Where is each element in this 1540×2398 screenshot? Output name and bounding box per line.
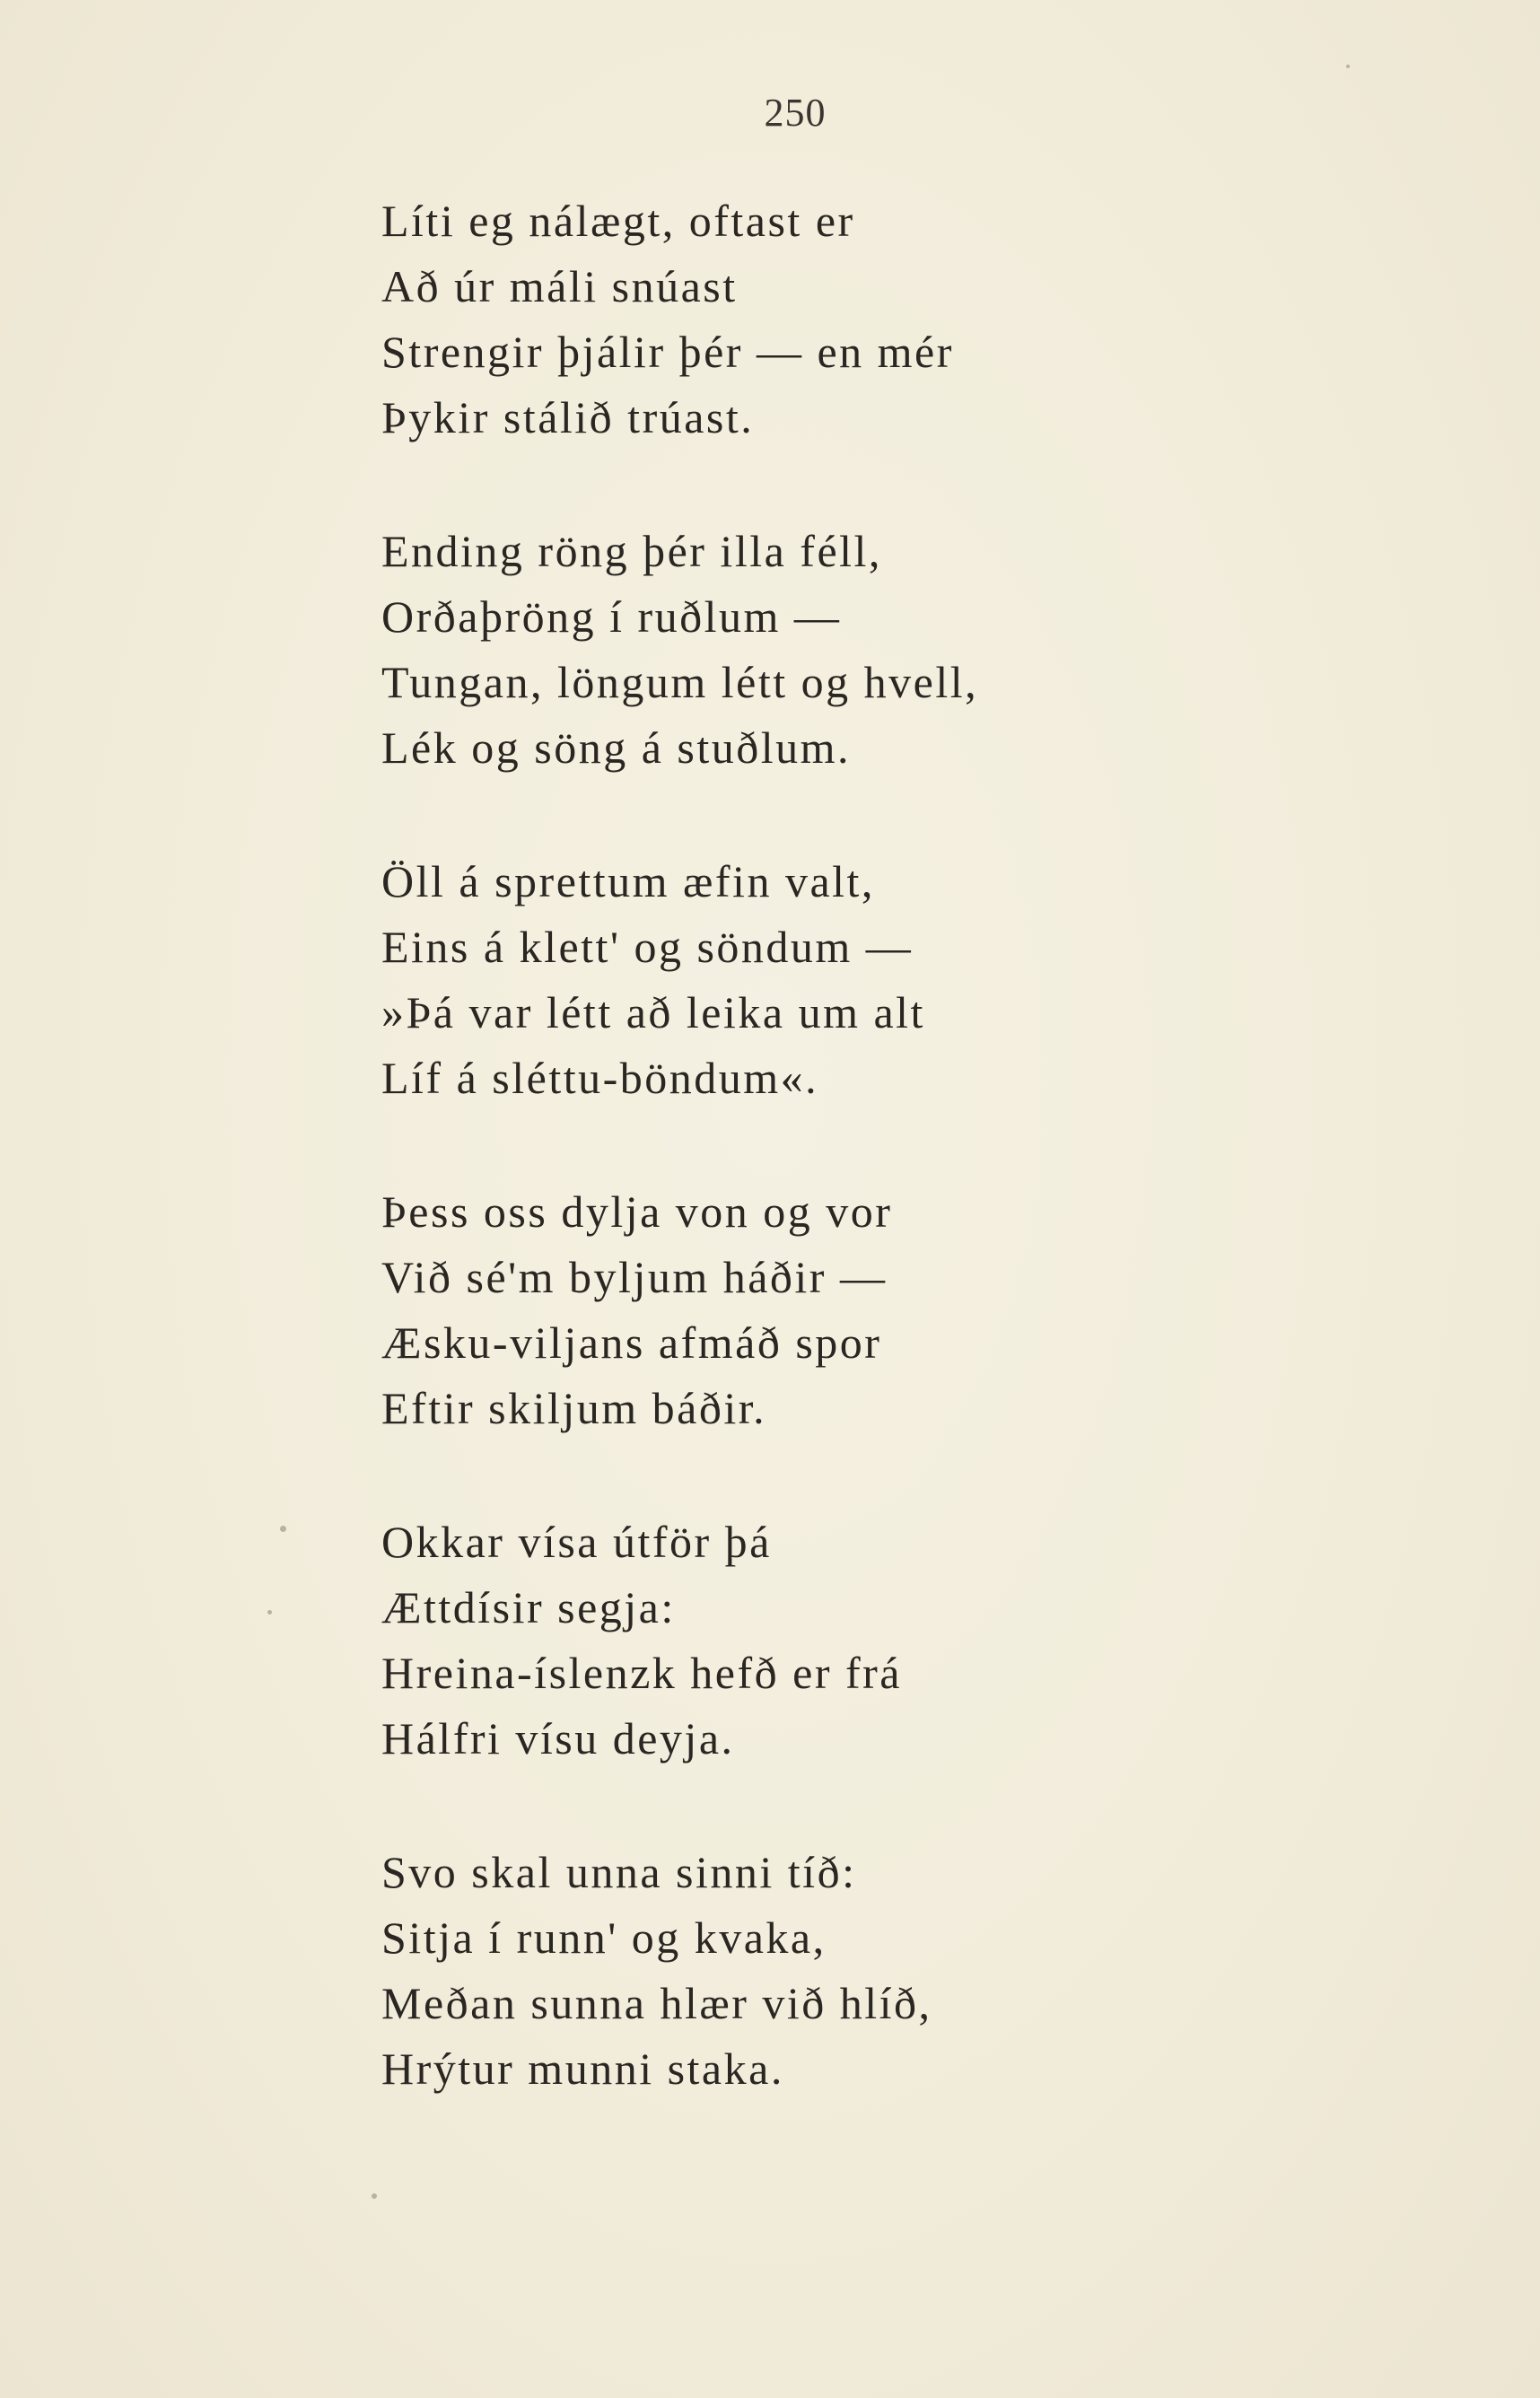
stanza-5 <box>381 1510 1279 1840</box>
poem-line: Öll á sprettum æfin valt, <box>381 856 875 906</box>
poem-line: Svo skal unna sinni tíð: <box>381 1847 857 1897</box>
poem-line: Þykir stálið trúast. <box>381 392 755 442</box>
page-number: 250 <box>764 91 827 135</box>
paper-speck <box>280 1526 286 1532</box>
poem-line: Eftir skiljum báðir. <box>381 1383 767 1433</box>
paper-speck <box>372 2193 377 2199</box>
poem-line: Ending röng þér illa féll, <box>381 526 882 576</box>
poem-line: Tungan, löngum létt og hvell, <box>381 657 979 707</box>
poem-line: Þess oss dylja von og vor <box>381 1186 893 1237</box>
stanza-6 <box>381 1840 1279 2170</box>
poem-line: Æsku-viljans afmáð spor <box>381 1317 882 1368</box>
poem-line: Hrýtur munni staka. <box>381 2044 784 2094</box>
poem-line: Líf á sléttu-böndum«. <box>381 1053 819 1103</box>
poem-line: Sitja í runn' og kvaka, <box>381 1912 827 1963</box>
stanza-4 <box>381 1179 1279 1510</box>
poem-line: Strengir þjálir þér — en mér <box>381 327 954 377</box>
poem-line: Okkar vísa útför þá <box>381 1517 772 1567</box>
poem-line: Eins á klett' og söndum — <box>381 922 914 972</box>
stanza-2 <box>381 519 1279 849</box>
poem-line: Líti eg nálægt, oftast er <box>381 196 855 246</box>
paper-speck <box>1346 65 1350 68</box>
poem-line: Að úr máli snúast <box>381 261 738 311</box>
poem-line: Hálfri vísu deyja. <box>381 1713 735 1763</box>
poem-line: Orðaþröng í ruðlum — <box>381 591 842 642</box>
poem-line: Lék og söng á stuðlum. <box>381 722 852 773</box>
poem-line: Við sé'm byljum háðir — <box>381 1252 888 1302</box>
poem-line: »Þá var létt að leika um alt <box>381 987 925 1037</box>
poem-line: Hreina-íslenzk hefð er frá <box>381 1648 902 1698</box>
poem-line: Meðan sunna hlær við hlíð, <box>381 1978 932 2028</box>
poem-line: Ættdísir segja: <box>381 1582 676 1632</box>
paper-speck <box>267 1610 272 1615</box>
stanza-1 <box>381 188 1279 519</box>
poem <box>381 188 1279 2170</box>
stanza-3 <box>381 849 1279 1179</box>
